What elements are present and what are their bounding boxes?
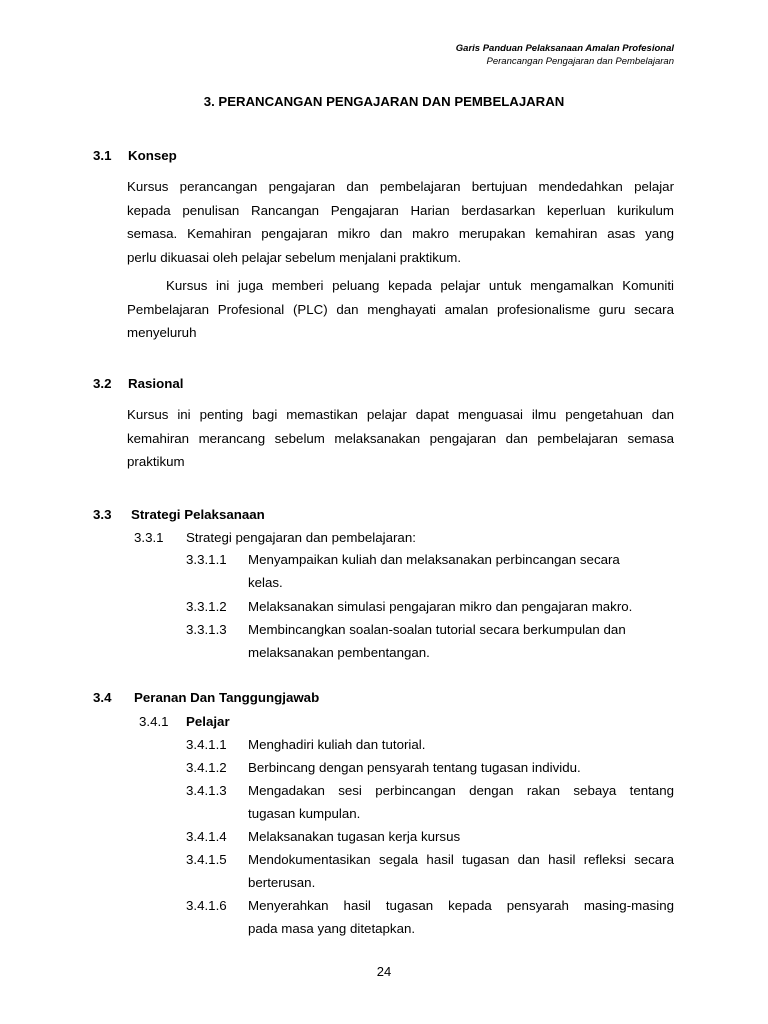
item-number: 3.3.1.1 — [186, 552, 227, 567]
paragraph-line: Kursus ini juga memberi peluang kepada pelajar untuk mengamalkan Komuniti — [166, 278, 674, 293]
item-text: berterusan. — [248, 875, 316, 890]
item-text: Menghadiri kuliah dan tutorial. — [248, 737, 426, 752]
item-number: 3.4.1.6 — [186, 898, 227, 913]
paragraph-line: Pembelajaran Profesional (PLC) dan menghayati amalan profesionalisme guru secara — [127, 301, 674, 317]
section-3-4-number: 3.4 — [93, 690, 112, 705]
item-text: Menyampaikan kuliah dan melaksanakan perbincangan secara — [248, 552, 620, 567]
page-number: 24 — [376, 964, 392, 979]
item-text: Berbincang dengan pensyarah tentang tugasan individu. — [248, 760, 581, 775]
item-text: kelas. — [248, 575, 283, 590]
section-3-2-heading: Rasional — [128, 376, 184, 391]
item-text: tugasan kumpulan. — [248, 806, 361, 821]
item-number: 3.4.1.4 — [186, 829, 227, 844]
subsection-3-4-1-number: 3.4.1 — [139, 714, 169, 729]
paragraph-line: perlu dikuasai oleh pelajar sebelum menjalani praktikum. — [127, 249, 462, 265]
item-number: 3.4.1.3 — [186, 783, 227, 798]
section-3-2-number: 3.2 — [93, 376, 112, 391]
section-3-1-number: 3.1 — [93, 148, 112, 163]
chapter-title: 3. PERANCANGAN PENGAJARAN DAN PEMBELAJARAN — [203, 94, 565, 109]
section-3-3-number: 3.3 — [93, 507, 112, 522]
subsection-3-3-1-text: Strategi pengajaran dan pembelajaran: — [186, 530, 416, 545]
section-3-3-heading: Strategi Pelaksanaan — [131, 507, 265, 522]
paragraph-line: Kursus perancangan pengajaran dan pembelajaran bertujuan mendedahkan pelajar — [127, 179, 674, 194]
subsection-3-4-1-heading: Pelajar — [186, 714, 230, 729]
section-3-1-paragraph-1 — [127, 175, 674, 269]
paragraph-line: praktikum — [127, 454, 185, 469]
item-text: Mengadakan sesi perbincangan dengan rakan sebaya tentang — [248, 783, 674, 798]
item-text: melaksanakan pembentangan. — [248, 645, 430, 660]
item-number: 3.4.1.2 — [186, 760, 227, 775]
item-text: Membincangkan soalan-soalan tutorial secara berkumpulan dan — [248, 622, 626, 637]
item-number: 3.3.1.2 — [186, 599, 227, 614]
section-3-1-paragraph-2 — [127, 274, 674, 345]
running-header-subtitle: Perancangan Pengajaran dan Pembelajaran — [486, 56, 674, 67]
running-header-title: Garis Panduan Pelaksanaan Amalan Profesional — [455, 43, 674, 54]
item-number: 3.3.1.3 — [186, 622, 227, 637]
section-3-1-heading: Konsep — [128, 148, 177, 163]
section-3-4-heading: Peranan Dan Tanggungjawab — [134, 690, 320, 705]
subsection-3-3-1-number: 3.3.1 — [134, 530, 164, 545]
item-text: Mendokumentasikan segala hasil tugasan dan hasil refleksi secara — [248, 852, 674, 867]
item-text: Menyerahkan hasil tugasan kepada pensyarah masing-masing — [248, 898, 674, 913]
item-number: 3.4.1.1 — [186, 737, 227, 752]
paragraph-line: kepada penulisan Rancangan Pengajaran Harian berdasarkan keperluan kurikulum — [127, 202, 674, 218]
item-text: Melaksanakan simulasi pengajaran mikro dan pengajaran makro. — [248, 599, 633, 614]
item-text: Melaksanakan tugasan kerja kursus — [248, 829, 461, 844]
section-3-2-paragraph — [127, 403, 674, 474]
paragraph-line: Kursus ini penting bagi memastikan pelajar dapat menguasai ilmu pengetahuan dan — [127, 407, 674, 422]
item-number: 3.4.1.5 — [186, 852, 227, 867]
item-text: pada masa yang ditetapkan. — [248, 921, 416, 936]
paragraph-line: kemahiran merancang sebelum melaksanakan pengajaran dan pembelajaran semasa — [127, 430, 674, 446]
paragraph-line: menyeluruh — [127, 325, 197, 340]
paragraph-line: semasa. Kemahiran pengajaran mikro dan makro merupakan kemahiran asas yang — [127, 226, 674, 241]
